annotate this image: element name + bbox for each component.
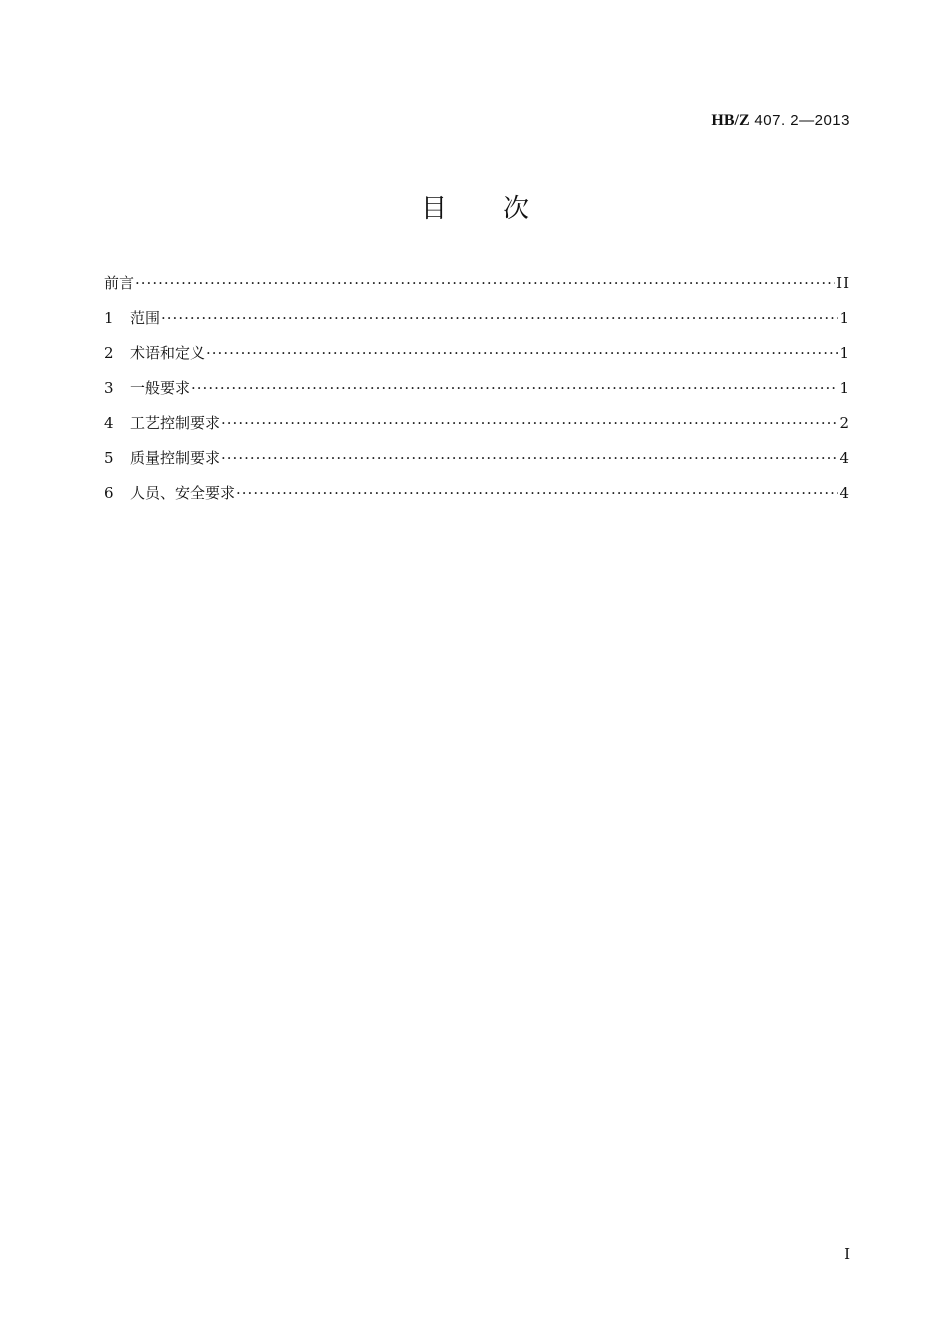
toc-entry-page: 4 xyxy=(839,449,850,467)
page-title xyxy=(0,192,950,226)
toc-entry-scope[interactable] xyxy=(104,307,850,342)
toc-entry-page: 1 xyxy=(839,379,850,397)
standard-number xyxy=(711,110,850,131)
toc-entry-title: 前言 xyxy=(104,274,135,292)
toc-entry-title: 术语和定义 xyxy=(130,344,206,362)
toc-entry-page: II xyxy=(836,274,850,292)
toc-dot-leader xyxy=(161,307,838,329)
toc-dot-leader xyxy=(206,342,838,364)
toc-entry-title: 质量控制要求 xyxy=(130,449,221,467)
toc-entry-process-control[interactable] xyxy=(104,412,850,447)
toc-entry-number: 1 xyxy=(104,309,114,327)
toc-entry-number: 5 xyxy=(104,449,114,467)
toc-dot-leader xyxy=(191,377,838,399)
title-char-2: 次 xyxy=(503,194,530,224)
page-number: I xyxy=(844,1245,850,1263)
toc-entry-title: 人员、安全要求 xyxy=(130,484,236,502)
toc-entry-title: 一般要求 xyxy=(130,379,191,397)
toc-entry-title: 工艺控制要求 xyxy=(130,414,221,432)
toc-entry-number: 2 xyxy=(104,344,114,362)
toc-entry-title: 范围 xyxy=(130,309,161,327)
toc-entry-page: 1 xyxy=(839,344,850,362)
toc-entry-quality-control[interactable] xyxy=(104,447,850,482)
toc-dot-leader xyxy=(221,447,838,469)
toc-entry-page: 1 xyxy=(839,309,850,327)
standard-prefix: HB/Z xyxy=(711,112,750,129)
toc-entry-number: 4 xyxy=(104,414,114,432)
toc-entry-terms[interactable] xyxy=(104,342,850,377)
toc-entry-page: 2 xyxy=(839,414,850,432)
table-of-contents xyxy=(104,272,850,517)
toc-entry-number: 6 xyxy=(104,484,114,502)
toc-entry-number: 3 xyxy=(104,379,114,397)
toc-entry-page: 4 xyxy=(839,484,850,502)
toc-dot-leader xyxy=(221,412,838,434)
toc-dot-leader xyxy=(135,272,835,294)
title-char-1: 目 xyxy=(420,194,447,224)
toc-entry-foreword[interactable] xyxy=(104,272,850,307)
toc-entry-personnel-safety[interactable] xyxy=(104,482,850,517)
toc-dot-leader xyxy=(236,482,838,504)
standard-code: 407. 2—2013 xyxy=(754,112,850,129)
toc-entry-general-requirements[interactable] xyxy=(104,377,850,412)
